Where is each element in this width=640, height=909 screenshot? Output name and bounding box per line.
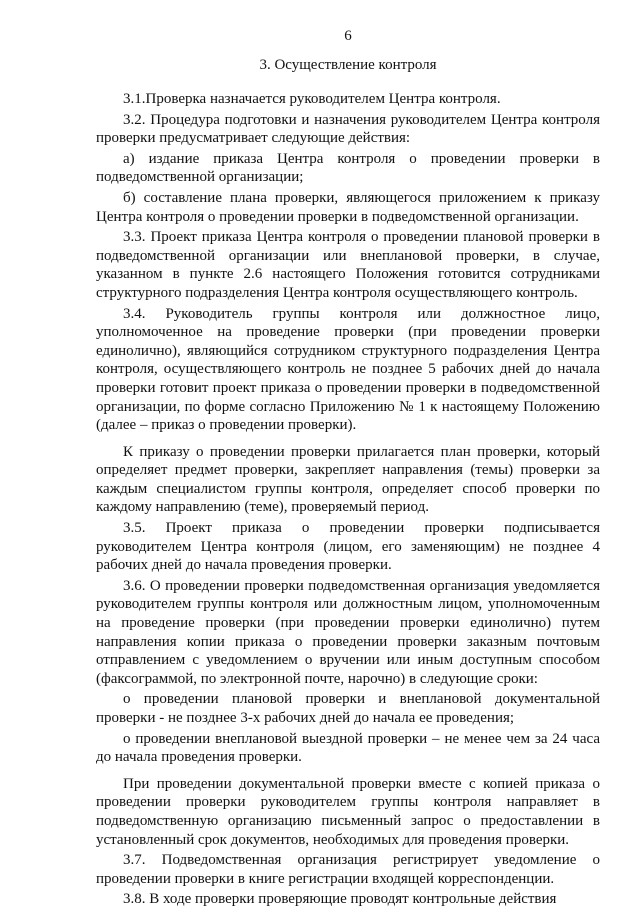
deadline-planned: о проведении плановой проверки и внеплановой документальной проверки - не позднее 3-х рабочих дней до начала ее проведения; (96, 691, 600, 726)
paragraph-3-6: 3.6. О проведении проверки подведомственная организация уведомляется руководителем группы контроля или должностным лицом, уполномоченным на проведение проверки (при проведении проверки единолично) путем направления копии приказа о проведении проверки заказным почтовым отправлением с уведомлением о вручении или иным доступным способом (факсограммой, по электронной почте, нарочно) в следующие сроки: (96, 577, 600, 687)
paragraph-3-3: 3.3. Проект приказа Центра контроля о проведении плановой проверки в подведомственной организации или внеплановой проверки, в случае, указанном в пункте 2.6 настоящего Положения готовится сотрудниками структурного подразделения Центра контроля осуществляющего контроль. (96, 229, 600, 301)
paragraph-3-1: 3.1.Проверка назначается руководителем Центра контроля. (123, 91, 501, 107)
list-item-a: а) издание приказа Центра контроля о проведении проверки в подведомственной организации; (96, 150, 600, 186)
paragraph-3-5: 3.5. Проект приказа о проведении проверки подписывается руководителем Центра контроля (лицом, его заменяющим) не позднее 4 рабочих дней до начала проведения проверки. (96, 520, 600, 574)
paragraph-plan: К приказу о проведении проверки прилагается план проверки, который определяет предмет проверки, закрепляет направления (темы) проверки за каждым специалистом группы контроля, определяет способ проверки по каждому направлению (теме), проверяемый период. (96, 443, 600, 516)
page-number: 6 (344, 28, 352, 44)
paragraph-3-8: 3.8. В ходе проверки проверяющие проводят контрольные действия (123, 891, 557, 908)
paragraph-documentary-request: При проведении документальной проверки вместе с копией приказа о проведении проверки руководителем группы контроля направляет в подведомственную организацию письменный запрос о предоставлении в установленный срок документов, необходимых для проведения проверки. (96, 775, 600, 848)
paragraph-3-7: 3.7. Подведомственная организация регистрирует уведомление о проведении проверки в книге регистрации входящей корреспонденции. (96, 852, 600, 887)
paragraph-3-4: 3.4. Руководитель группы контроля или должностное лицо, уполномоченное на проведение проверки (при проведении проверки единолично), являющийся сотрудником структурного подразделения Центра контроля, осуществляющего контроль не позднее 5 рабочих дней до начала проверки готовит проект приказа о проведении проверки в подведомственной организации, по форме согласно Приложению № 1 к настоящему Положению (далее – приказ о проведении проверки). (96, 305, 600, 434)
paragraph-3-2: 3.2. Процедура подготовки и назначения руководителем Центра контроля проверки предусматривает следующие действия: (96, 111, 600, 147)
list-item-b: б) составление плана проверки, являющегося приложением к приказу Центра контроля о проведении проверки в подведомственной организации. (96, 189, 600, 225)
deadline-unplanned: о проведении внеплановой выездной проверки – не менее чем за 24 часа до начала проведения проверки. (96, 730, 600, 766)
section-title: 3. Осуществление контроля (259, 57, 437, 73)
